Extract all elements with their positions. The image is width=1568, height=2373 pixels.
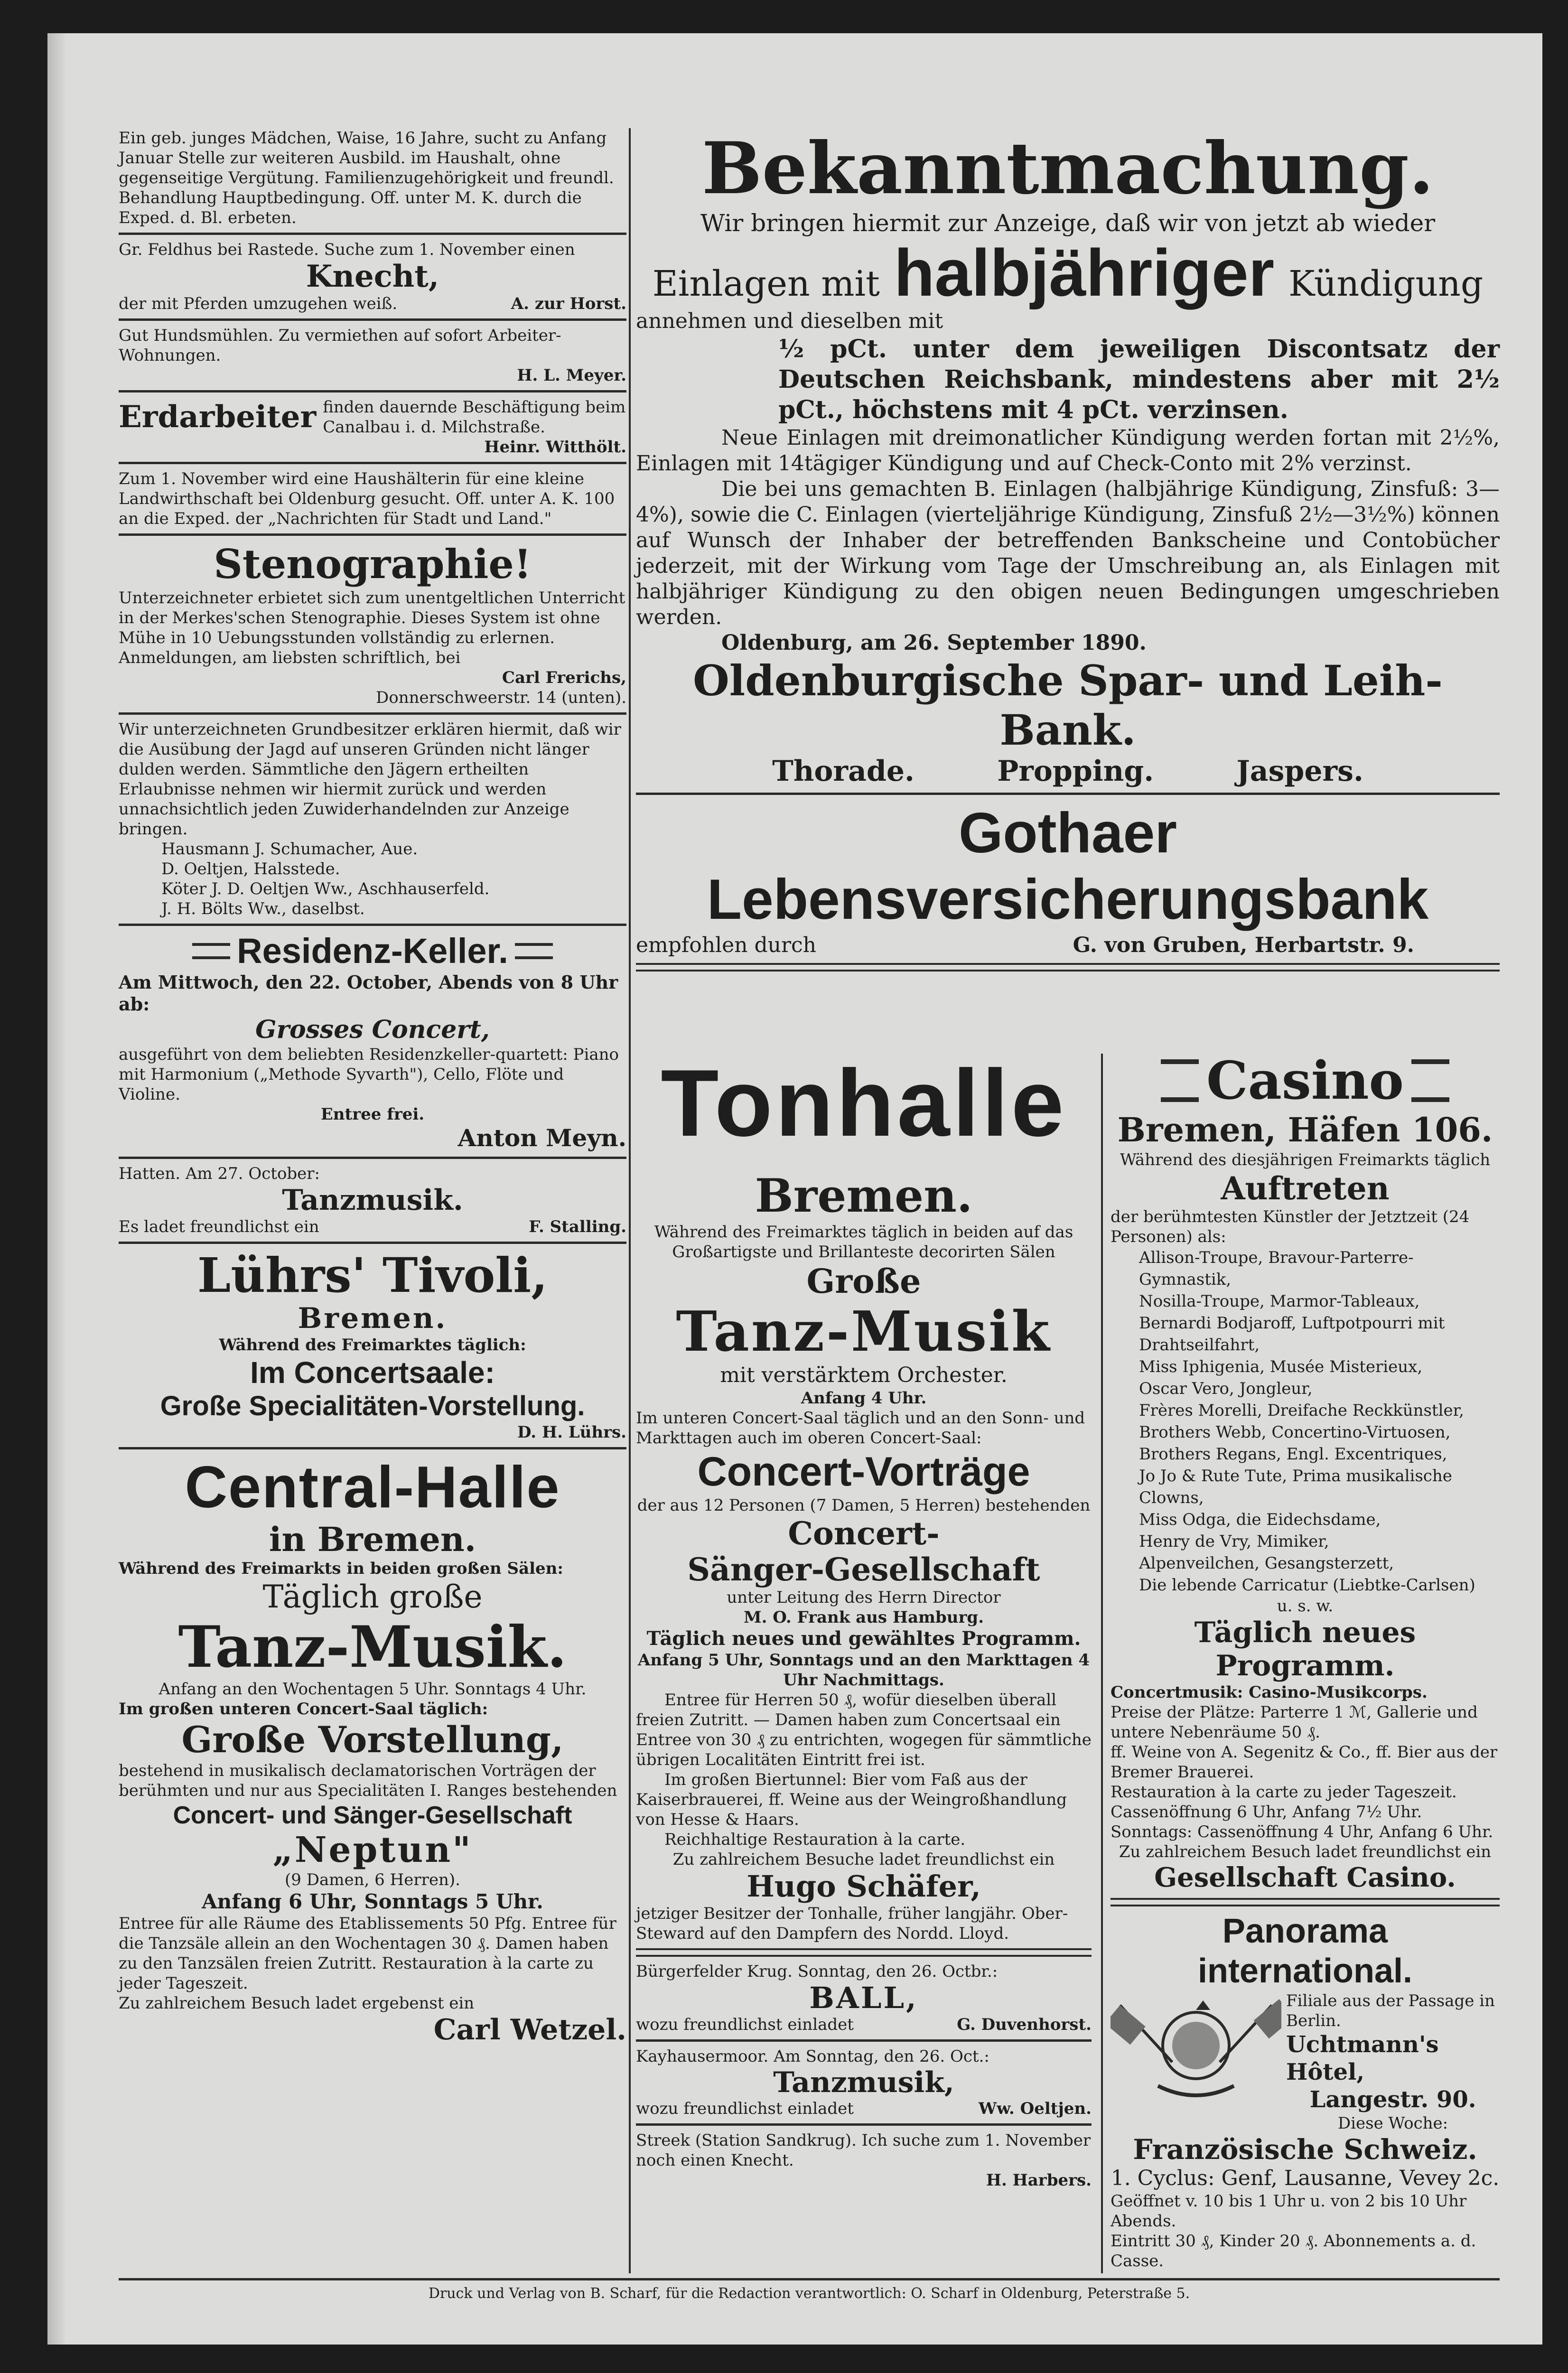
artist-item: Frères Morelli, Dreifache Reckkünstler, [1139, 1401, 1464, 1420]
tonhalle-grosse: Große [806, 1261, 921, 1301]
left-column [119, 128, 626, 2046]
ornament-bars [192, 943, 230, 959]
panorama-filiale: Filiale aus der Passage in Berlin. [1286, 1991, 1495, 2030]
central-daily: Täglich große [262, 1579, 483, 1615]
flags-crest-icon [1111, 1991, 1281, 2100]
jagd-signer: Hausmann J. Schumacher, Aue. [161, 840, 418, 859]
panorama-hotel: Uchtmann's Hôtel, [1286, 2031, 1439, 2085]
residenz-entree: Entree frei. [320, 1105, 425, 1124]
central-vorst-text: bestehend in musikalisch declamatorischen Vorträgen der berühmten und nur aus Specialitäten I. Ranges bestehenden [119, 1761, 617, 1800]
divider [119, 390, 626, 392]
gotha-sign: G. von Gruben, Herbartstr. 9. [1073, 933, 1414, 957]
column-divider [629, 128, 631, 2273]
tonhalle-daily: Täglich neues und gewähltes Programm. [646, 1627, 1081, 1650]
hatten-invite [119, 1217, 626, 1237]
knecht-intro: Gr. Feldhus bei Rastede. Suche zum 1. November einen [119, 240, 575, 259]
gotha-line [636, 933, 1500, 958]
bank-signers [636, 755, 1500, 788]
double-divider [1111, 1898, 1500, 1906]
casino-kasse: Cassenöffnung 6 Uhr, Anfang 7½ Uhr. Sonntags: Cassenöffnung 4 Uhr, Anfang 6 Uhr. [1111, 1803, 1493, 1841]
artist-item: Nosilla-Troupe, Marmor-Tableaux, [1139, 1292, 1420, 1311]
divider [119, 233, 626, 235]
tonhalle-text1: Während des Freimarktes täglich in beiden auf das Großartigste und Brillanteste decorirten Sälen [654, 1223, 1073, 1261]
ornament-bars [1161, 1059, 1199, 1102]
artist-item: Alpenveilchen, Gesangsterzett, [1139, 1554, 1394, 1573]
casino-text1: Während des diesjährigen Freimarkts täglich [1120, 1150, 1491, 1169]
hunds-sign: H. L. Meyer. [517, 366, 626, 385]
tonhalle-text2: Im unteren Concert-Saal täglich und an den Sonn- und Markttagen auch im oberen Concert-Saal: [636, 1409, 1085, 1448]
double-divider [636, 1948, 1092, 1957]
central-ges: Concert- und Sänger-Gesellschaft [173, 1802, 572, 1829]
artist-item: Bernardi Bodjaroff, Luftpotpourri mit Drahtseilfahrt, [1139, 1314, 1445, 1355]
casino-weine: ff. Weine von A. Segenitz & Co., ff. Bier aus der Bremer Brauerei. [1111, 1743, 1498, 1782]
hatten-sign: F. Stalling. [529, 1217, 626, 1236]
artist-item: Oscar Vero, Jongleur, [1139, 1379, 1313, 1398]
ad-maedchen: Ein geb. junges Mädchen, Waise, 16 Jahre, sucht zu Anfang Januar Stelle zur weiteren Ausbild. im Haushalt, ohne gegenseitige Vergütung. Familienzugehörigkeit und freundl. Behandlung Hauptbedingung. Off. unter M. K. durch die Exped. d. Bl. erbeten. [119, 129, 614, 227]
casino-invite: Zu zahlreichem Besuch ladet freundlichst ein [1119, 1842, 1492, 1861]
tonhalle-city: Bremen. [755, 1169, 973, 1223]
central-neptun: „Neptun" [272, 1830, 473, 1870]
casino-header [1111, 1051, 1500, 1110]
bottom-rule [119, 2278, 1500, 2280]
knecht-line [119, 294, 626, 314]
bank-para3: Die bei uns gemachten B. Einlagen (halbjährige Kündigung, Zinsfuß: 3—4%), sowie die C. Einlagen (vierteljährige Kündigung, Zinsfuß 2½—3½%) können auf Wunsch der Inhaber der betreffenden Bankscheine und Contobücher jederzeit, mit der Wirkung vom Tage der Umschreibung an, als Einlagen mit halbjähriger Kündigung zu den obigen neuen Bedingungen umgeschrieben werden. [636, 477, 1500, 629]
kayhaus-sign: Ww. Oeltjen. [978, 2099, 1092, 2118]
central-text: Während des Freimarkts in beiden großen Sälen: [119, 1559, 563, 1578]
panorama-title: Panorama international. [1197, 1912, 1413, 1990]
panorama-body [1111, 1991, 1500, 2133]
tonhalle-tanz: Tanz-Musik [676, 1299, 1052, 1364]
double-divider [636, 963, 1500, 972]
tivoli-title: Lührs' Tivoli, [197, 1247, 548, 1303]
casino-artists [1111, 1247, 1500, 1596]
residenz-sign: Anton Meyn. [457, 1124, 626, 1152]
tivoli-sign: D. H. Lührs. [517, 1423, 626, 1442]
casino-programm: Täglich neues Programm. [1194, 1616, 1416, 1682]
panorama-woche: Diese Woche: [1337, 2114, 1448, 2133]
bank-einlagen-a: Einlagen mit [652, 263, 880, 304]
casino-city: Bremen, Häfen 106. [1117, 1110, 1493, 1149]
kayhaus-text: wozu freundlichst einladet [636, 2099, 854, 2118]
residenz-header [119, 931, 626, 972]
artist-item: Henry de Vry, Mimiker, [1139, 1532, 1329, 1551]
page-shadow [47, 33, 66, 2345]
casino-sign: Gesellschaft Casino. [1154, 1862, 1456, 1893]
imprint: Druck und Verlag von B. Scharf, für die Redaction verantwortlich: O. Scharf in Oldenburg, Peterstraße 5. [428, 2285, 1190, 2302]
tonhalle-orch: mit verstärktem Orchester. [720, 1363, 1008, 1387]
central-entree: Entree für alle Räume des Etablissements 50 Pfg. Entree für die Tanzsäle allein an den Wochentagen 30 ₰. Damen haben zu den Tanzsälen freien Zutritt. Restauration à la carte zu jeder Tageszeit. [119, 1914, 616, 1993]
panorama-show: Französische Schweiz. [1133, 2133, 1477, 2166]
tonhalle-leitung: unter Leitung des Herrn Director [727, 1588, 1001, 1607]
bank-einlagen-b: halbjähriger [894, 235, 1275, 310]
jagd-signer: Köter J. D. Oeltjen Ww., Aschhauserfeld. [161, 879, 490, 898]
gotha-title: Gothaer Lebensversicherungsbank [707, 801, 1429, 931]
jagd-signers [119, 839, 626, 919]
casino-text2: der berühmtesten Künstler der Jetztzeit (24 Personen) als: [1111, 1207, 1470, 1246]
erd-sign: Heinr. Witthölt. [484, 438, 626, 457]
jagd-text: Wir unterzeichneten Grundbesitzer erklären hiermit, daß wir die Ausübung der Jagd auf unseren Gründen nicht länger dulden werden. Sämmtliche den Jägern ertheilten Erlaubnisse nehmen wir hiermit zurück und werden unnachsichtlich jeden Zuwiderhandelnden zur Anzeige bringen. [119, 720, 621, 839]
artist-item: Allison-Troupe, Bravour-Parterre-Gymnastik, [1139, 1248, 1414, 1289]
steno-addr: Donnerschweerstr. 14 (unten). [375, 688, 626, 707]
tonhalle-concert: Concert-Vorträge [697, 1449, 1030, 1495]
panorama-cyclus: 1. Cyclus: Genf, Lausanne, Vevey 2c. [1111, 2166, 1500, 2190]
tivoli-text: Während des Freimarktes täglich: [219, 1336, 526, 1355]
streek-sign: H. Harbers. [986, 2171, 1092, 2190]
newspaper-page [47, 33, 1542, 2345]
casino-concertmusik: Concertmusik: Casino-Musikcorps. [1111, 1683, 1428, 1702]
central-invite: Zu zahlreichem Besuch ladet ergebenst ein [119, 1994, 475, 2013]
tonhalle-ges2: Sänger-Gesellschaft [687, 1551, 1040, 1588]
divider [119, 533, 626, 536]
haus-text: Zum 1. November wird eine Haushälterin für eine kleine Landwirthschaft bei Oldenburg gesucht. Off. unter A. K. 100 an die Exped. der „Nachrichten für Stadt und Land." [119, 469, 615, 528]
bank-einlagen-c: Kündigung [1288, 263, 1484, 304]
bank-line1: annehmen und dieselben mit [636, 309, 943, 333]
tonhalle-sign-text: jetziger Besitzer der Tonhalle, früher langjähr. Ober-Steward auf den Dampfern des Nordd. Lloyd. [636, 1904, 1068, 1943]
divider [119, 1157, 626, 1159]
artist-item: Miss Odga, die Eidechsdame, [1139, 1510, 1381, 1529]
ball-title: BALL, [809, 1981, 918, 2015]
central-sign: Carl Wetzel. [433, 2013, 626, 2046]
divider [119, 318, 626, 321]
bank-signer: Propping. [997, 755, 1154, 788]
tonhalle-ad [636, 1051, 1092, 2190]
hatten-title: Tanzmusik. [282, 1184, 463, 1217]
residenz-concert: Grosses Concert, [255, 1015, 490, 1044]
buerger-line: Bürgerfelder Krug. Sonntag, den 26. Octbr.: [636, 1962, 998, 1981]
bank-name: Oldenburgische Spar- und Leih-Bank. [693, 656, 1443, 755]
bank-para2: Neue Einlagen mit dreimonatlicher Kündigung werden fortan mit 2½%, Einlagen mit 14tägiger Kündigung und auf Check-Conto mit 2% verzinst. [636, 426, 1500, 476]
streek-text: Streek (Station Sandkrug). Ich suche zum 1. November noch einen Knecht. [636, 2131, 1091, 2170]
residenz-text: ausgeführt von dem beliebten Residenzkeller-quartett: Piano mit Harmonium („Methode Syvarth"), Cello, Flöte und Violine. [119, 1045, 619, 1104]
casino-title: Casino [1206, 1050, 1404, 1111]
divider [636, 2123, 1092, 2126]
tivoli-hall: Im Concertsaale: [250, 1355, 495, 1390]
casino-usw: u. s. w. [1277, 1597, 1334, 1616]
column-divider-inner [1101, 1054, 1103, 2273]
tonhalle-bier: Im großen Biertunnel: Bier vom Faß aus der Kaiserbrauerei, ff. Weine aus der Weingroßhandlung von Hesse & Haars. [636, 1770, 1067, 1829]
knecht-title: Knecht, [306, 259, 439, 294]
knecht-text: der mit Pferden umzugehen weiß. [119, 294, 398, 313]
tonhalle-sign: Hugo Schäfer, [747, 1869, 981, 1904]
bank-intro: Wir bringen hiermit zur Anzeige, daß wir von jetzt ab wieder [700, 209, 1436, 237]
hunds-text: Gut Hundsmühlen. Zu vermiethen auf sofort Arbeiter-Wohnungen. [119, 326, 561, 365]
tivoli-city: Bremen. [298, 1302, 448, 1335]
residenz-date: Am Mittwoch, den 22. October, Abends von 8 Uhr ab: [119, 972, 618, 1015]
central-saal: Im großen unteren Concert-Saal täglich: [119, 1700, 488, 1719]
tonhalle-ges1: Concert- [788, 1515, 940, 1552]
divider [119, 924, 626, 926]
divider [636, 2039, 1092, 2042]
ball-invite [636, 2015, 1092, 2035]
ball-sign: G. Duvenhorst. [957, 2015, 1092, 2034]
tonhalle-text3: der aus 12 Personen (7 Damen, 5 Herren) bestehenden [637, 1496, 1091, 1515]
ornament-bars [1411, 1059, 1449, 1102]
tonhalle-director: M. O. Frank aus Hamburg. [743, 1608, 984, 1627]
divider [119, 1242, 626, 1244]
tonhalle-rest: Reichhaltige Restauration à la carte. [664, 1830, 966, 1849]
kayhaus-tanz: Tanzmusik, [773, 2066, 954, 2099]
steno-text: Unterzeichneter erbietet sich zum unentgeltlichen Unterricht in der Merkes'schen Stenographie. Dieses System ist ohne Mühe in 10 Uebungsstunden vollständig zu erlernen. Anmeldungen, am liebsten schriftlich, bei [119, 589, 625, 667]
erd-title: Erdarbeiter [119, 399, 317, 435]
ball-text: wozu freundlichst einladet [636, 2015, 854, 2034]
bank-title: Bekanntmachung. [701, 127, 1434, 210]
casino-rest: Restauration à la carte zu jeder Tageszeit. [1111, 1783, 1457, 1802]
hatten-text: Es ladet freundlichst ein [119, 1217, 319, 1236]
central-persons: (9 Damen, 6 Herren). [285, 1870, 460, 1889]
bank-einlagen [636, 237, 1500, 308]
artist-item: Die lebende Carricatur (Liebtke-Carlsen) [1139, 1576, 1475, 1595]
central-vorst: Große Vorstellung, [181, 1719, 564, 1761]
tonhalle-title: Tonhalle [661, 1050, 1067, 1156]
kayhaus-invite [636, 2099, 1092, 2119]
panorama-addr: Langestr. 90. [1309, 2086, 1476, 2113]
bank-line2: ½ pCt. unter dem jeweiligen Discontsatz der Deutschen Reichsbank, mindestens aber mit 2½ pCt., höchstens mit 4 pCt. verzinsen. [778, 335, 1500, 424]
tivoli-show: Große Specialitäten-Vorstellung. [160, 1391, 585, 1421]
jagd-signer: J. H. Bölts Ww., daselbst. [161, 899, 365, 918]
artist-item: Jo Jo & Rute Tute, Prima musikalische Clowns, [1139, 1467, 1452, 1507]
artist-item: Miss Iphigenia, Musée Misterieux, [1139, 1357, 1423, 1376]
steno-sign: Carl Frerichs, [502, 668, 626, 687]
erd-ad [119, 397, 626, 437]
central-times: Anfang an den Wochentagen 5 Uhr. Sonntags 4 Uhr. [159, 1680, 587, 1699]
residenz-title: Residenz-Keller. [237, 931, 508, 971]
casino-ad [1111, 1051, 1500, 2271]
central-anfang: Anfang 6 Uhr, Sonntags 5 Uhr. [202, 1890, 543, 1913]
ornament-bars [515, 943, 553, 959]
divider [119, 462, 626, 464]
panorama-info [1286, 1991, 1500, 2133]
erd-text: finden dauernde Beschäftigung beim Canalbau i. d. Milchstraße. [323, 398, 626, 437]
artist-item: Brothers Regans, Engl. Excentriques, [1139, 1445, 1447, 1464]
bank-date: Oldenburg, am 26. September 1890. [721, 631, 1147, 655]
casino-auftreten: Auftreten [1221, 1170, 1390, 1207]
bank-signer: Thorade. [772, 755, 915, 788]
tonhalle-anfang: Anfang 4 Uhr. [801, 1389, 927, 1408]
artist-item: Brothers Webb, Concertino-Virtuosen, [1139, 1423, 1451, 1442]
central-title: Central-Halle [185, 1455, 560, 1520]
divider [119, 1447, 626, 1449]
tonhalle-invite: Zu zahlreichem Besuche ladet freundlichst ein [672, 1850, 1055, 1869]
hatten-line: Hatten. Am 27. October: [119, 1164, 320, 1183]
jagd-signer: D. Oeltjen, Halsstede. [161, 860, 340, 878]
knecht-sign: A. zur Horst. [511, 294, 626, 313]
bank-signer: Jaspers. [1236, 755, 1363, 788]
kayhaus-line: Kayhausermoor. Am Sonntag, den 26. Oct.: [636, 2047, 989, 2066]
panorama-open: Geöffnet v. 10 bis 1 Uhr u. von 2 bis 10 Uhr Abends. [1111, 2192, 1467, 2231]
tonhalle-entree: Entree für Herren 50 ₰, wofür dieselben überall freien Zutritt. — Damen haben zum Concertsaal ein Entree von 30 ₰ zu entrichten, wogegen für sämmtliche übrigen Localitäten Eintritt frei ist. [636, 1691, 1092, 1769]
casino-preise: Preise der Plätze: Parterre 1 ℳ, Gallerie und untere Nebenräume 50 ₰. [1111, 1703, 1478, 1742]
panorama-entry: Eintritt 30 ₰, Kinder 20 ₰. Abonnements a. d. Casse. [1111, 2232, 1476, 2270]
divider [119, 712, 626, 715]
central-tanz: Tanz-Musik. [178, 1614, 567, 1681]
gotha-text: empfohlen durch [636, 933, 816, 957]
central-city: in Bremen. [269, 1520, 476, 1559]
steno-title: Stenographie! [214, 541, 532, 588]
divider [636, 793, 1500, 795]
bank-notice [636, 128, 1500, 976]
tonhalle-anfang2: Anfang 5 Uhr, Sonntags und an den Markttagen 4 Uhr Nachmittags. [637, 1651, 1090, 1690]
